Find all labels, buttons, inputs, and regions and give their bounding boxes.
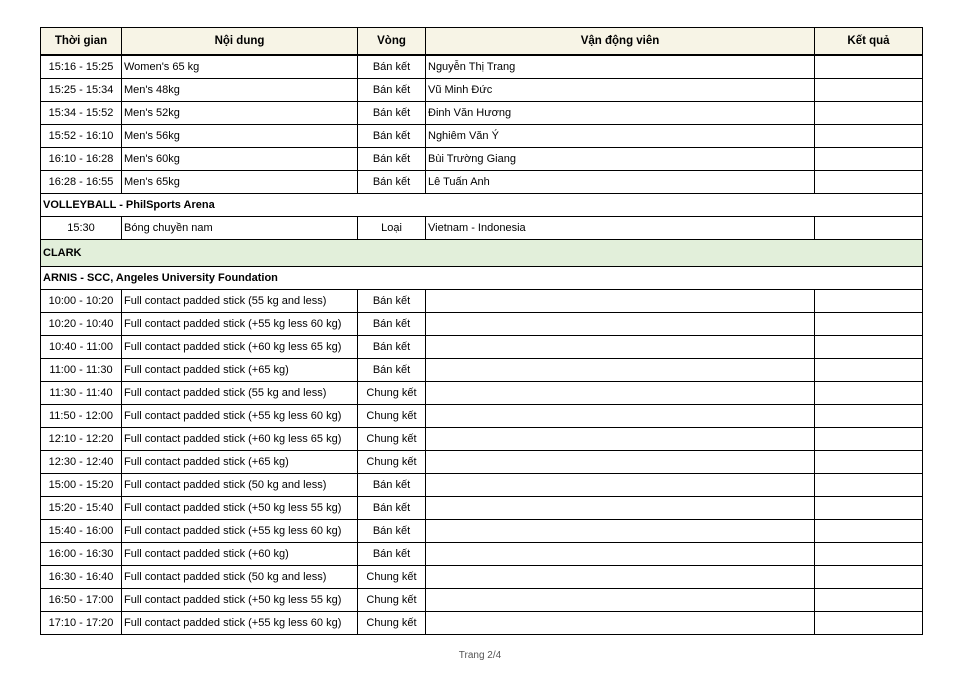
cell-result [815, 290, 923, 313]
cell-event: Full contact padded stick (+55 kg less 60 kg) [122, 313, 358, 336]
cell-athlete: Đinh Văn Hương [426, 102, 815, 125]
table-body [41, 55, 923, 290]
table-row [41, 290, 923, 313]
cell-time: 15:00 - 15:20 [41, 474, 122, 497]
cell-time: 15:30 [41, 217, 122, 240]
cell-athlete: Vietnam - Indonesia [426, 217, 815, 240]
cell-event: Men's 65kg [122, 171, 358, 194]
cell-event: Full contact padded stick (+60 kg less 65 kg) [122, 428, 358, 451]
cell-event: Full contact padded stick (+65 kg) [122, 359, 358, 382]
cell-round: Bán kết [358, 543, 426, 566]
cell-event: Full contact padded stick (55 kg and less) [122, 382, 358, 405]
page-number: Trang 2/4 [458, 650, 502, 661]
cell-event: Full contact padded stick (+55 kg less 60 kg) [122, 520, 358, 543]
cell-athlete [426, 336, 815, 359]
cell-athlete [426, 520, 815, 543]
cell-time: 11:30 - 11:40 [41, 382, 122, 405]
table-row [41, 171, 923, 194]
section-row-volleyball [41, 194, 923, 217]
header-row [41, 28, 923, 56]
header-time: Thời gian [41, 28, 122, 56]
cell-round: Bán kết [358, 290, 426, 313]
cell-athlete [426, 405, 815, 428]
cell-round: Bán kết [358, 55, 426, 79]
cell-result [815, 125, 923, 148]
cell-round: Bán kết [358, 313, 426, 336]
cell-athlete [426, 428, 815, 451]
cell-athlete: Nguyễn Thị Trang [426, 55, 815, 79]
cell-result [815, 612, 923, 635]
cell-athlete [426, 543, 815, 566]
cell-round: Chung kết [358, 451, 426, 474]
cell-event: Full contact padded stick (50 kg and less) [122, 566, 358, 589]
cell-athlete [426, 612, 815, 635]
cell-result [815, 102, 923, 125]
cell-athlete [426, 566, 815, 589]
cell-round: Chung kết [358, 428, 426, 451]
cell-athlete [426, 313, 815, 336]
cell-event: Full contact padded stick (+55 kg less 60 kg) [122, 405, 358, 428]
cell-event: Full contact padded stick (+50 kg less 55 kg) [122, 589, 358, 612]
table-row [41, 148, 923, 171]
cell-round: Chung kết [358, 612, 426, 635]
cell-time: 10:00 - 10:20 [41, 290, 122, 313]
table-row [41, 428, 923, 451]
cell-result [815, 405, 923, 428]
cell-round: Chung kết [358, 405, 426, 428]
table-row [41, 217, 923, 240]
cell-athlete: Vũ Minh Đức [426, 79, 815, 102]
cell-athlete: Nghiêm Văn Ý [426, 125, 815, 148]
cell-athlete [426, 290, 815, 313]
cell-round: Bán kết [358, 474, 426, 497]
table-row [41, 543, 923, 566]
cell-time: 16:10 - 16:28 [41, 148, 122, 171]
cell-athlete: Lê Tuấn Anh [426, 171, 815, 194]
cell-round: Bán kết [358, 125, 426, 148]
cell-athlete: Bùi Trường Giang [426, 148, 815, 171]
table-row [41, 382, 923, 405]
header-round: Vòng [358, 28, 426, 56]
cell-event: Men's 48kg [122, 79, 358, 102]
cell-result [815, 428, 923, 451]
cell-round: Bán kết [358, 171, 426, 194]
cell-athlete [426, 589, 815, 612]
cell-event: Women's 65 kg [122, 55, 358, 79]
cell-time: 16:28 - 16:55 [41, 171, 122, 194]
cell-round: Bán kết [358, 148, 426, 171]
header-event: Nội dung [122, 28, 358, 56]
cell-event: Men's 60kg [122, 148, 358, 171]
section-title-volleyball: VOLLEYBALL - PhilSports Arena [41, 194, 923, 217]
cell-result [815, 543, 923, 566]
cell-time: 11:00 - 11:30 [41, 359, 122, 382]
cell-time: 17:10 - 17:20 [41, 612, 122, 635]
cell-result [815, 313, 923, 336]
cell-event: Full contact padded stick (+60 kg) [122, 543, 358, 566]
header-result: Kết quả [815, 28, 923, 56]
region-title: CLARK [41, 240, 923, 267]
table-row [41, 451, 923, 474]
cell-time: 15:52 - 16:10 [41, 125, 122, 148]
cell-time: 10:20 - 10:40 [41, 313, 122, 336]
cell-result [815, 217, 923, 240]
table-row [41, 405, 923, 428]
table-row [41, 589, 923, 612]
table-row [41, 102, 923, 125]
cell-result [815, 336, 923, 359]
table-row [41, 336, 923, 359]
cell-event: Full contact padded stick (+55 kg less 60 kg) [122, 612, 358, 635]
cell-event: Full contact padded stick (+65 kg) [122, 451, 358, 474]
cell-result [815, 171, 923, 194]
table-row [41, 520, 923, 543]
cell-athlete [426, 497, 815, 520]
cell-result [815, 382, 923, 405]
cell-time: 16:50 - 17:00 [41, 589, 122, 612]
cell-event: Men's 56kg [122, 125, 358, 148]
cell-time: 15:16 - 15:25 [41, 55, 122, 79]
region-row-clark [41, 240, 923, 267]
cell-result [815, 589, 923, 612]
cell-result [815, 520, 923, 543]
cell-time: 10:40 - 11:00 [41, 336, 122, 359]
cell-event: Full contact padded stick (55 kg and less) [122, 290, 358, 313]
cell-time: 15:25 - 15:34 [41, 79, 122, 102]
cell-round: Bán kết [358, 336, 426, 359]
table-row [41, 612, 923, 635]
section-row-arnis [41, 267, 923, 290]
table-row [41, 125, 923, 148]
cell-time: 15:20 - 15:40 [41, 497, 122, 520]
cell-round: Bán kết [358, 79, 426, 102]
cell-time: 16:30 - 16:40 [41, 566, 122, 589]
section-title-arnis: ARNIS - SCC, Angeles University Foundation [41, 267, 923, 290]
cell-result [815, 55, 923, 79]
cell-athlete [426, 474, 815, 497]
arnis-rows [41, 290, 923, 635]
cell-time: 15:34 - 15:52 [41, 102, 122, 125]
cell-athlete [426, 359, 815, 382]
table-row [41, 359, 923, 382]
cell-time: 12:10 - 12:20 [41, 428, 122, 451]
schedule-table [40, 27, 923, 635]
cell-event: Bóng chuyền nam [122, 217, 358, 240]
cell-round: Bán kết [358, 359, 426, 382]
cell-round: Chung kết [358, 589, 426, 612]
cell-result [815, 474, 923, 497]
cell-round: Chung kết [358, 566, 426, 589]
cell-result [815, 451, 923, 474]
cell-time: 16:00 - 16:30 [41, 543, 122, 566]
cell-event: Men's 52kg [122, 102, 358, 125]
cell-round: Bán kết [358, 520, 426, 543]
cell-result [815, 566, 923, 589]
table-row [41, 566, 923, 589]
header-athlete: Vận động viên [426, 28, 815, 56]
cell-event: Full contact padded stick (50 kg and less) [122, 474, 358, 497]
cell-round: Chung kết [358, 382, 426, 405]
cell-round: Bán kết [358, 102, 426, 125]
table-row [41, 474, 923, 497]
cell-time: 12:30 - 12:40 [41, 451, 122, 474]
cell-time: 11:50 - 12:00 [41, 405, 122, 428]
table-row [41, 79, 923, 102]
cell-round: Bán kết [358, 497, 426, 520]
cell-result [815, 497, 923, 520]
cell-result [815, 359, 923, 382]
cell-round: Loại [358, 217, 426, 240]
cell-athlete [426, 451, 815, 474]
cell-event: Full contact padded stick (+50 kg less 55 kg) [122, 497, 358, 520]
cell-result [815, 148, 923, 171]
cell-athlete [426, 382, 815, 405]
table-row [41, 497, 923, 520]
table-row [41, 313, 923, 336]
cell-event: Full contact padded stick (+60 kg less 65 kg) [122, 336, 358, 359]
cell-time: 15:40 - 16:00 [41, 520, 122, 543]
table-row [41, 55, 923, 79]
cell-result [815, 79, 923, 102]
